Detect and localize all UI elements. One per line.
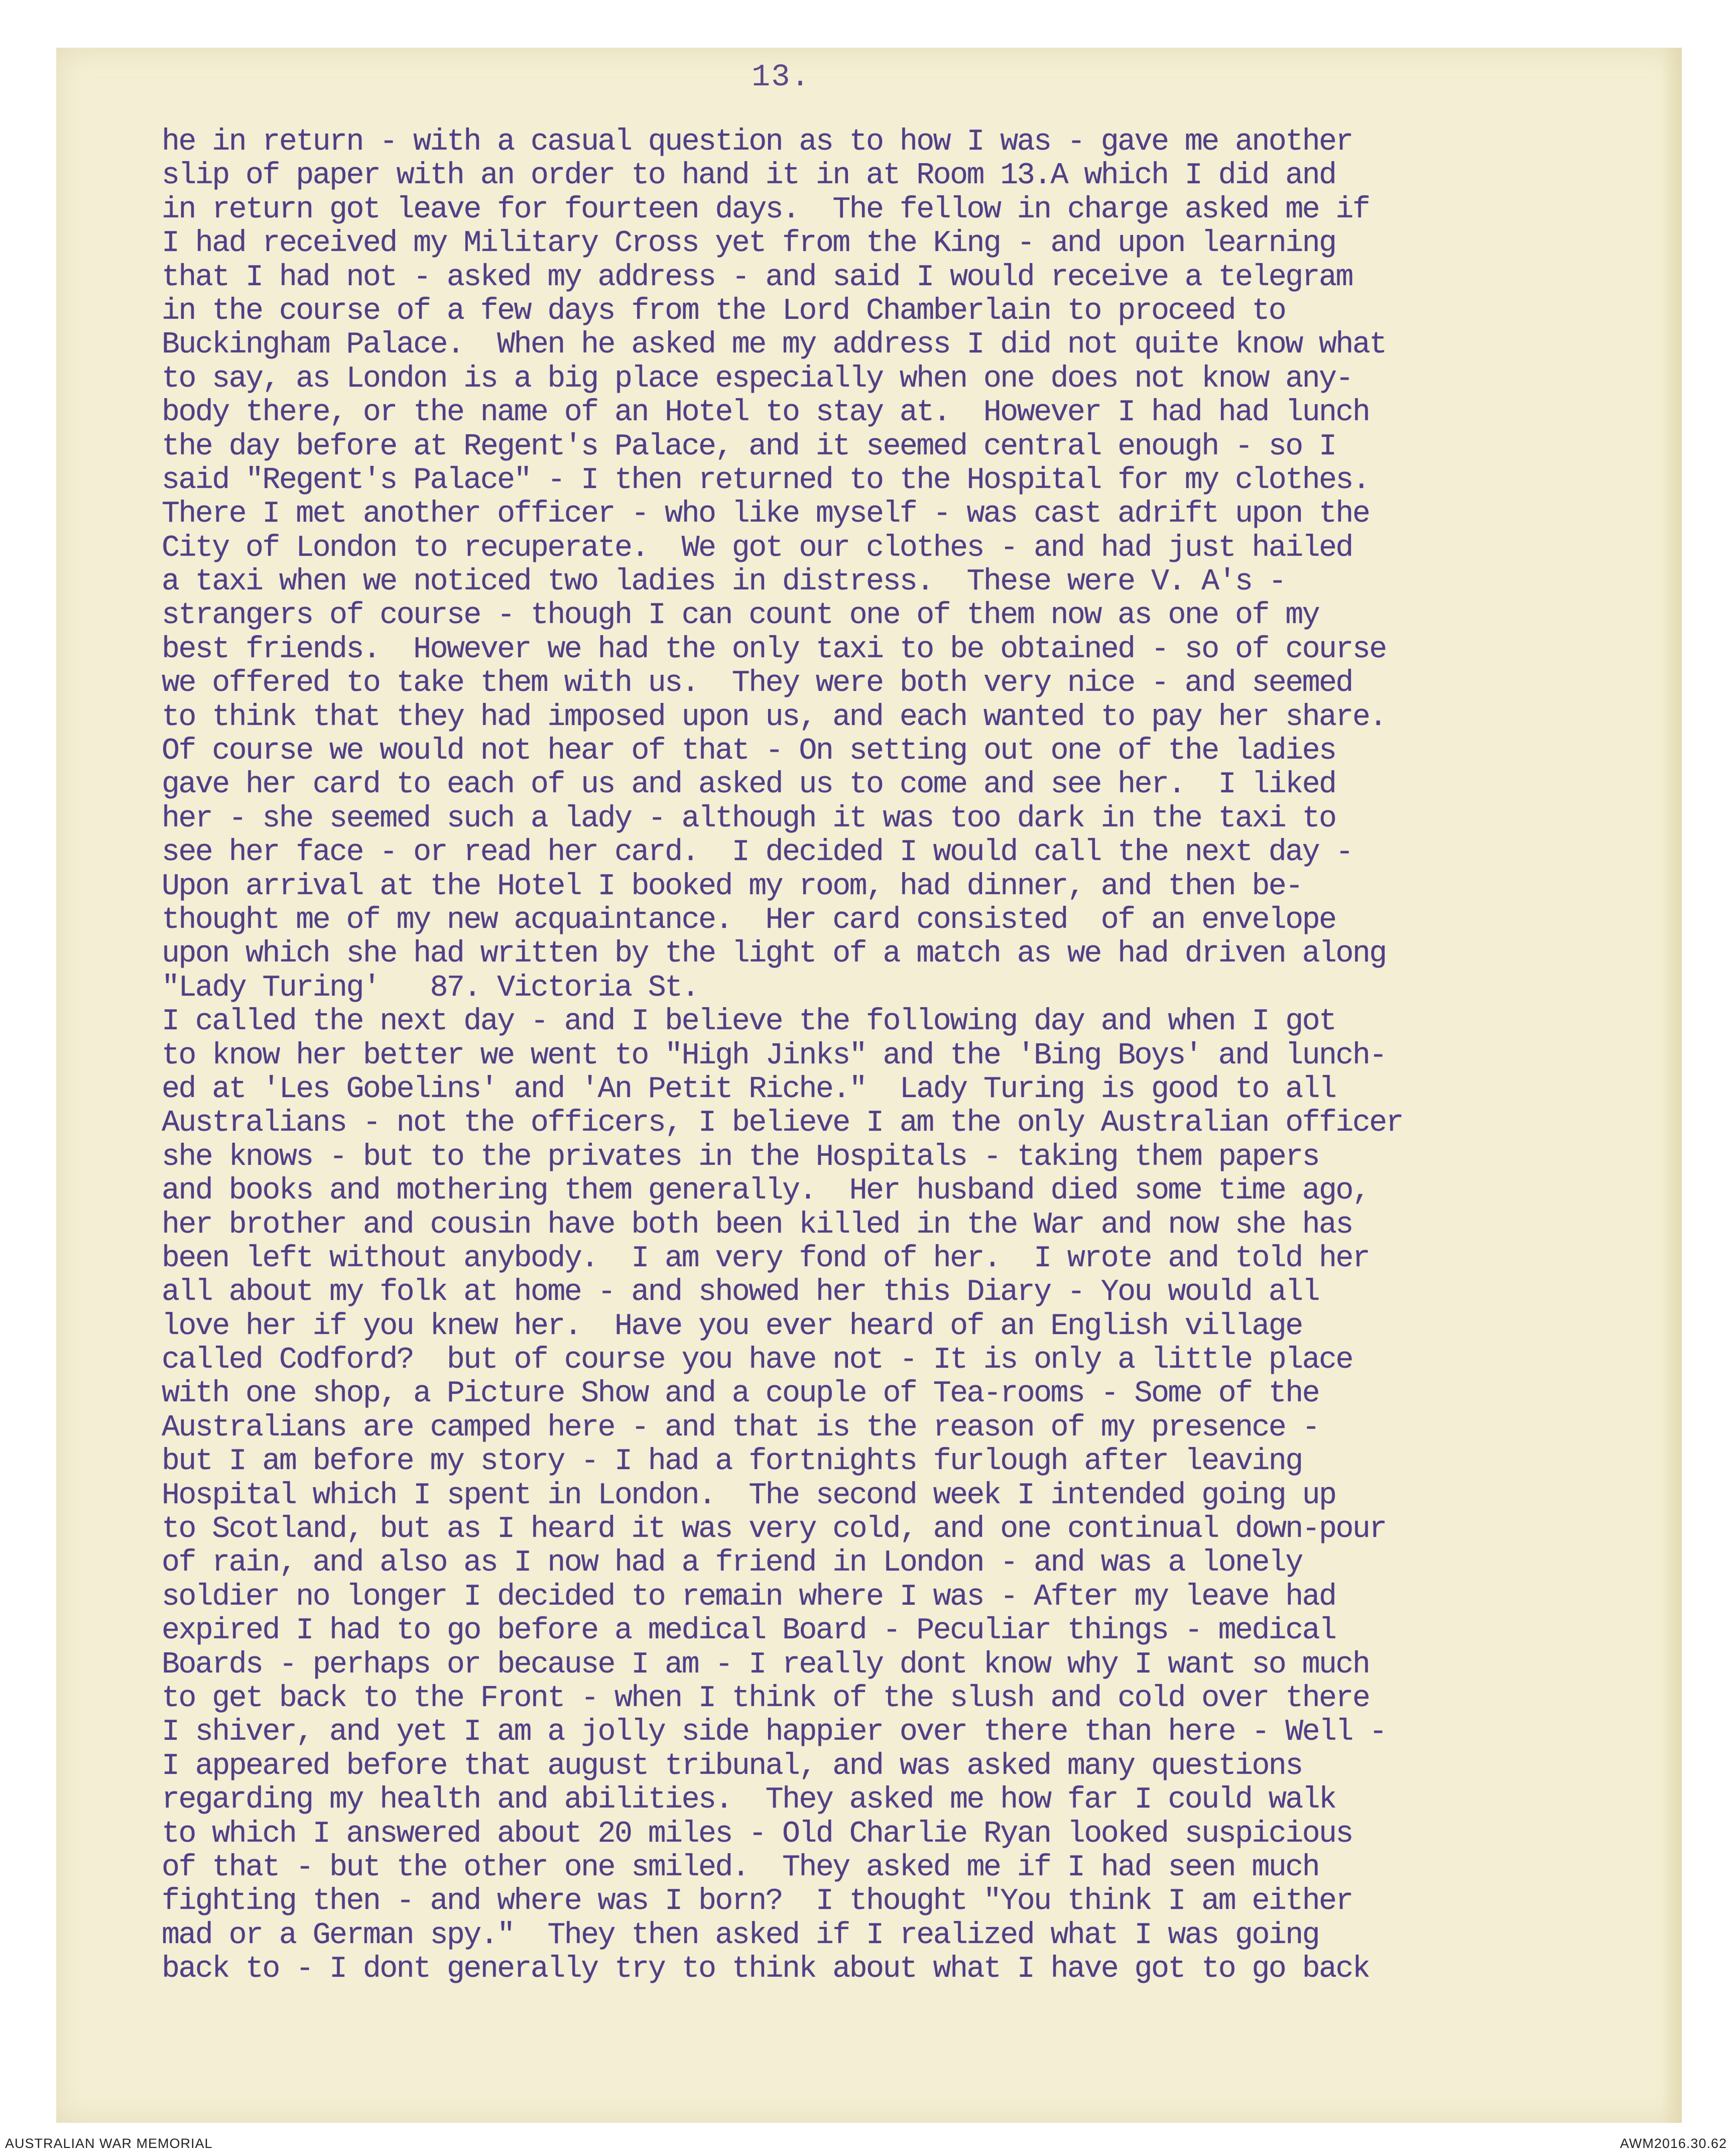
text-line: been left without anybody. I am very fond of her. I wrote and told her [162,1241,1370,1276]
text-line: Hospital which I spent in London. The second week I intended going up [162,1478,1336,1513]
text-line: ed at 'Les Gobelins' and 'An Petit Riche." Lady Turing is good to all [162,1072,1336,1107]
typed-diary-text [162,126,1658,1986]
text-line: back to - I dont generally try to think about what I have got to go back [162,1952,1370,1987]
text-line: a taxi when we noticed two ladies in distress. These were V. A's - [162,565,1286,600]
text-line: her - she seemed such a lady - although it was too dark in the taxi to [162,801,1336,836]
text-line: Australians are camped here - and that is the reason of my presence - [162,1410,1319,1445]
text-line: in return got leave for fourteen days. The fellow in charge asked me if [162,192,1370,227]
text-line: thought me of my new acquaintance. Her card consisted of an envelope [162,903,1336,937]
text-line: said "Regent's Palace" - I then returned to the Hospital for my clothes. [162,463,1370,498]
text-line: love her if you knew her. Have you ever heard of an English village [162,1309,1302,1344]
text-line: to which I answered about 20 miles - Old Charlie Ryan looked suspicious [162,1817,1352,1851]
text-line: mad or a German spy." They then asked if I realized what I was going [162,1918,1319,1953]
text-line: and books and mothering them generally. Her husband died some time ago, [162,1174,1370,1209]
text-line: upon which she had written by the light of a match as we had driven along [162,937,1386,972]
text-line: to think that they had imposed upon us, and each wanted to pay her share. [162,700,1386,735]
text-line: There I met another officer - who like myself - was cast adrift upon the [162,497,1370,532]
page-number: 13. [752,59,811,95]
text-line: slip of paper with an order to hand it in at Room 13.A which I did and [162,159,1336,193]
text-line: I shiver, and yet I am a jolly side happier over there than here - Well - [162,1715,1386,1750]
text-line: gave her card to each of us and asked us to come and see her. I liked [162,768,1336,802]
text-line: to know her better we went to "High Jinks" and the 'Bing Boys' and lunch- [162,1038,1386,1073]
text-line: "Lady Turing' 87. Victoria St. [162,971,698,1005]
text-line: he in return - with a casual question as to how I was - gave me another [162,125,1352,159]
archive-reference: AWM2016.30.62 [1620,2136,1727,2151]
text-line: City of London to recuperate. We got our clothes - and had just hailed [162,531,1352,565]
text-line: all about my folk at home - and showed her this Diary - You would all [162,1275,1319,1310]
text-line: to Scotland, but as I heard it was very cold, and one continual down-pour [162,1512,1386,1547]
text-line: Of course we would not hear of that - On setting out one of the ladies [162,734,1336,769]
text-line: Upon arrival at the Hotel I booked my room, had dinner, and then be- [162,869,1302,904]
text-line: see her face - or read her card. I decided I would call the next day - [162,835,1352,870]
text-line: Boards - perhaps or because I am - I really dont know why I want so much [162,1647,1370,1682]
text-line: to say, as London is a big place especially when one does not know any- [162,362,1352,396]
archive-credit: AUSTRALIAN WAR MEMORIAL [5,2136,213,2151]
text-line: the day before at Regent's Palace, and it seemed central enough - so I [162,429,1336,464]
text-line: strangers of course - though I can count one of them now as one of my [162,598,1319,633]
text-line: I called the next day - and I believe the following day and when I got [162,1005,1336,1039]
text-line: soldier no longer I decided to remain where I was - After my leave had [162,1580,1336,1614]
text-line: Buckingham Palace. When he asked me my address I did not quite know what [162,328,1386,363]
text-line: Australians - not the officers, I believe I am the only Australian officer [162,1106,1403,1141]
text-line: of rain, and also as I now had a friend in London - and was a lonely [162,1546,1302,1581]
text-line: her brother and cousin have both been killed in the War and now she has [162,1208,1352,1242]
text-line: best friends. However we had the only taxi to be obtained - so of course [162,632,1386,667]
text-line: to get back to the Front - when I think of the slush and cold over there [162,1681,1370,1716]
text-line: body there, or the name of an Hotel to stay at. However I had had lunch [162,396,1370,430]
text-line: called Codford? but of course you have not - It is only a little place [162,1343,1352,1378]
text-line: but I am before my story - I had a fortnights furlough after leaving [162,1445,1302,1479]
text-line: I appeared before that august tribunal, and was asked many questions [162,1749,1302,1783]
text-line: that I had not - asked my address - and said I would receive a telegram [162,260,1352,295]
text-line: with one shop, a Picture Show and a couple of Tea-rooms - Some of the [162,1377,1319,1411]
text-line: we offered to take them with us. They were both very nice - and seemed [162,666,1352,701]
text-line: fighting then - and where was I born? I thought "You think I am either [162,1884,1352,1919]
text-line: she knows - but to the privates in the Hospitals - taking them papers [162,1140,1319,1174]
text-line: regarding my health and abilities. They asked me how far I could walk [162,1783,1336,1818]
text-line: I had received my Military Cross yet from the King - and upon learning [162,226,1336,261]
text-line: in the course of a few days from the Lord Chamberlain to proceed to [162,294,1286,328]
text-line: expired I had to go before a medical Board - Peculiar things - medical [162,1614,1336,1648]
text-line: of that - but the other one smiled. They asked me if I had seen much [162,1850,1319,1885]
